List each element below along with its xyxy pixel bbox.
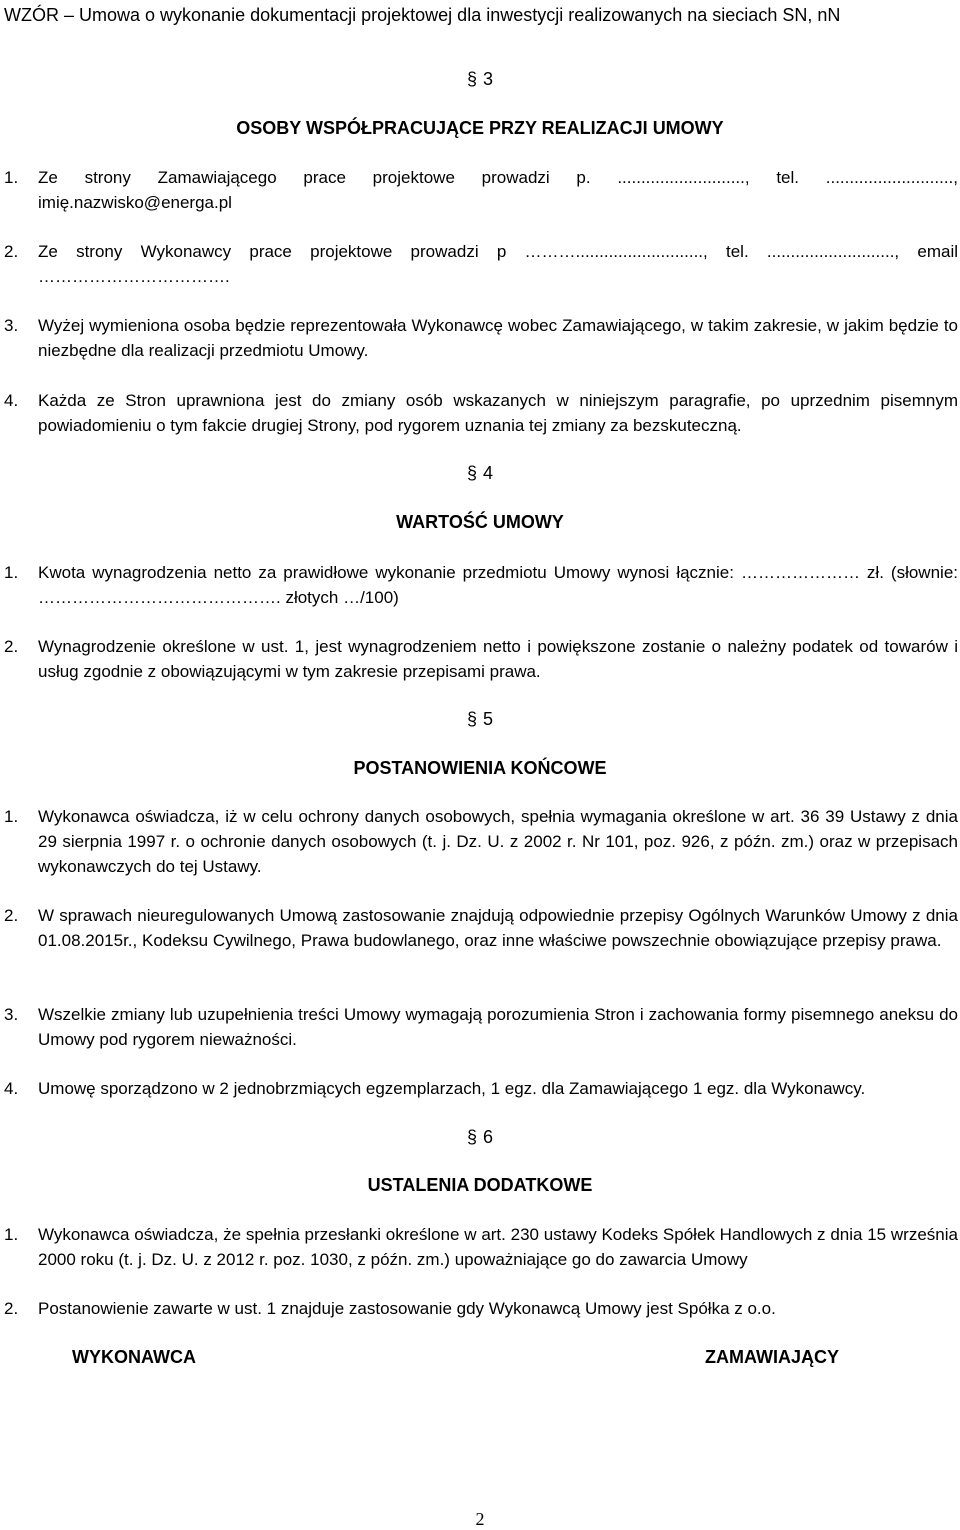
list-item xyxy=(4,239,958,289)
item-number: 1. xyxy=(4,168,19,187)
item-number: 1. xyxy=(4,807,19,826)
item-number: 4. xyxy=(4,1079,19,1098)
item-number: 1. xyxy=(4,563,19,582)
item-number: 1. xyxy=(4,1225,19,1244)
section-number: 5 xyxy=(483,709,494,729)
list-item xyxy=(4,560,958,610)
section-title: USTALENIA DODATKOWE xyxy=(367,1175,593,1195)
section-number: 6 xyxy=(483,1127,494,1147)
item-text: Wyżej wymieniona osoba będzie reprezentowała Wykonawcę wobec Zamawiającego, w takim zakresie, w jakim będzie to niezbędne dla realizacji przedmiotu Umowy. xyxy=(38,316,958,360)
section-heading xyxy=(0,462,960,484)
list-item xyxy=(4,634,958,684)
list-item xyxy=(4,1296,958,1321)
paragraph-sign: § xyxy=(466,69,477,89)
section-title: OSOBY WSPÓŁPRACUJĄCE PRZY REALIZACJI UMOWY xyxy=(236,118,724,138)
signature-client: ZAMAWIAJĄCY xyxy=(705,1347,839,1367)
item-text: Każda ze Stron uprawniona jest do zmiany osób wskazanych w niniejszym paragrafie, po uprzednim pisemnym powiadomieniu o tym fakcie drugiej Strony, pod rygorem uznania tej zmiany za bezskuteczną. xyxy=(38,391,958,435)
list-item xyxy=(4,1222,958,1272)
item-text: Umowę sporządzono w 2 jednobrzmiących egzemplarzach, 1 egz. dla Zamawiającego 1 egz. dla Wykonawcy. xyxy=(38,1079,866,1098)
item-text: Kwota wynagrodzenia netto za prawidłowe wykonanie przedmiotu Umowy wynosi łącznie: ………………… zł. (słownie: ……………………………………. złotych …/100) xyxy=(38,563,958,607)
paragraph-sign: § xyxy=(466,463,477,483)
item-text: Wynagrodzenie określone w ust. 1, jest wynagrodzeniem netto i powiększone zostanie o należny podatek od towarów i usług zgodnie z obowiązującymi w tym zakresie przepisami prawa. xyxy=(38,637,958,681)
list-item xyxy=(4,804,958,879)
paragraph-sign: § xyxy=(466,1127,477,1147)
list-item xyxy=(4,903,958,953)
item-text: Wykonawca oświadcza, że spełnia przesłanki określone w art. 230 ustawy Kodeks Spółek Handlowych z dnia 15 września 2000 roku (t. j. Dz. U. z 2012 r. poz. 1030, z późn. zm.) upoważniające go do zawarcia Umowy xyxy=(38,1225,958,1269)
section-number: 4 xyxy=(483,463,494,483)
list-item xyxy=(4,313,958,363)
section-heading xyxy=(0,708,960,730)
list-item xyxy=(4,1076,958,1101)
item-text: Wykonawca oświadcza, iż w celu ochrony danych osobowych, spełnia wymagania określone w art. 36 39 Ustawy z dnia 29 sierpnia 1997 r. o ochronie danych osobowych (t. j. Dz. U. z 2002 r. Nr 101, poz. 926, z późn. zm.) oraz w przepisach wykonawczych do tej Ustawy. xyxy=(38,807,958,876)
list-item xyxy=(4,1002,958,1052)
section-heading xyxy=(0,68,960,90)
item-number: 3. xyxy=(4,316,19,335)
section-title: POSTANOWIENIA KOŃCOWE xyxy=(353,758,607,778)
paragraph-sign: § xyxy=(466,709,477,729)
section-title: WARTOŚĆ UMOWY xyxy=(396,512,564,532)
section-number: 3 xyxy=(483,69,494,89)
item-text: Postanowienie zawarte w ust. 1 znajduje zastosowanie gdy Wykonawcą Umowy jest Spółka z o.o. xyxy=(38,1299,776,1318)
item-number: 2. xyxy=(4,637,19,656)
document-header: WZÓR – Umowa o wykonanie dokumentacji projektowej dla inwestycji realizowanych na sieciach SN, nN xyxy=(4,5,841,25)
item-text: Wszelkie zmiany lub uzupełnienia treści Umowy wymagają porozumienia Stron i zachowania formy pisemnego aneksu do Umowy pod rygorem nieważności. xyxy=(38,1005,958,1049)
page-number: 2 xyxy=(475,1509,485,1529)
item-text: Ze strony Zamawiającego prace projektowe prowadzi p. ..........................., tel. ..........................., imię.nazwisko@energa.pl xyxy=(38,168,958,212)
section-heading xyxy=(0,1126,960,1148)
list-item xyxy=(4,388,958,438)
item-text: W sprawach nieuregulowanych Umową zastosowanie znajdują odpowiednie przepisy Ogólnych Warunków Umowy z dnia 01.08.2015r., Kodeksu Cywilnego, Prawa budowlanego, oraz inne właściwe powszechnie obowiązujące przepisy prawa. xyxy=(38,906,958,950)
item-number: 4. xyxy=(4,391,19,410)
item-number: 3. xyxy=(4,1005,19,1024)
item-number: 2. xyxy=(4,242,19,261)
item-text: Ze strony Wykonawcy prace projektowe prowadzi p ………..........................., tel. ..........................., email ……………………………. xyxy=(38,242,958,286)
list-item xyxy=(4,165,958,215)
signature-contractor: WYKONAWCA xyxy=(72,1347,196,1367)
item-number: 2. xyxy=(4,1299,19,1318)
item-number: 2. xyxy=(4,906,19,925)
